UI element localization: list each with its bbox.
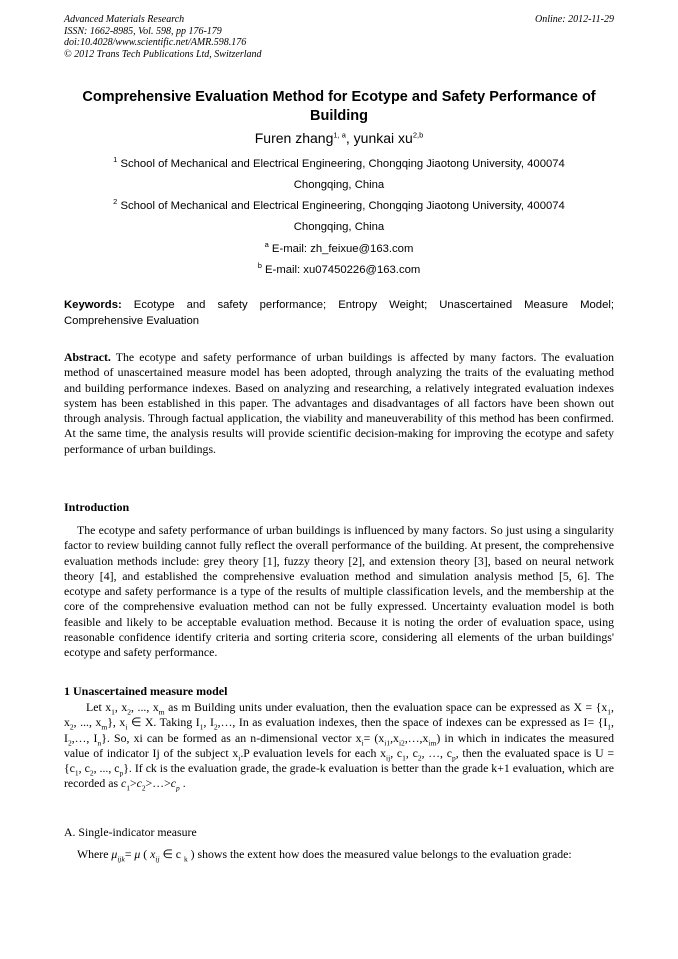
email-text: E-mail: zh_feixue@163.com — [271, 243, 414, 255]
paper-title: Comprehensive Evaluation Method for Ecotype and Safety Performance of Building — [82, 89, 596, 124]
affiliation — [70, 154, 608, 196]
email-mark: a — [264, 240, 269, 250]
affiliation-line: Chongqing, China — [293, 221, 385, 233]
copyright-line: © 2012 Trans Tech Publications Ltd, Switzerland — [64, 48, 262, 60]
issn-line: ISSN: 1662-8985, Vol. 598, pp 176-179 — [64, 25, 222, 37]
subsection-paragraph: Where $\mu_{ijk}= \mu$ ( $x_{ij}$ ∈ c $_k$ ) shows the extent how does the measured value belongs to the evaluation grade: — [77, 847, 572, 864]
email-mark: b — [257, 261, 262, 271]
author-name: yunkai xu — [353, 130, 413, 146]
online-date: Online: 2012-11-29 — [535, 14, 614, 25]
affiliation-line: School of Mechanical and Electrical Engineering, Chongqing Jiaotong University, 400074 — [120, 158, 565, 170]
section-heading: 1 Unascertained measure model — [64, 684, 228, 698]
email-line — [0, 240, 678, 255]
introduction-heading: Introduction — [64, 500, 130, 514]
subsection-heading: A. Single-indicator measure — [64, 825, 197, 839]
doi-line: doi:10.4028/www.scientific.net/AMR.598.176 — [64, 37, 247, 48]
abstract-text: The ecotype and safety performance of urban buildings is affected by many factors. The evaluation method of unascertained measure model has been adopted, through analyzing the traits of the evaluating method and building performance indexes. Based on analyzing and researching, a relatively integrated evaluation indexes system has been established in this paper. The advantages and disadvantages of all factors have been shown out through analysis. Through factual application, the viability and maneuverability of this method has been confirmed. At the same time, the analysis results will provide scientific decision-making for improving the ecotype and safety performance of urban buildings. — [64, 350, 614, 456]
keywords — [64, 297, 614, 329]
author-separator: , — [345, 130, 354, 146]
affiliation-number: 2 — [113, 197, 118, 207]
author-name: Furen zhang — [254, 130, 334, 146]
keywords-text: Ecotype and safety performance; Entropy Weight; Unascertained Measure Model; Comprehensive Evaluation — [64, 299, 614, 327]
email-line — [0, 261, 678, 276]
page-header — [64, 14, 614, 60]
affiliation-line: School of Mechanical and Electrical Engineering, Chongqing Jiaotong University, 400074 — [120, 200, 565, 212]
affiliation — [70, 196, 608, 238]
section-paragraph: Let $x_1$, $x_2$, ..., $x_m$ as m Building units under evaluation, then the evaluation space can be expressed as $X = \{x_1$, $x_2$, ..., $x_m$}, $x_i$ ∈ X. Taking $I_1$, $I_2,\dots$, In as evaluation indexes, then the space of indexes can be expressed as $I= \{I_1$, $I_2,\dots$, $I_n$}. So, xi can be formed as an n-dimensional vector $x_i=$ $(x_{i1},x_{i2},\dots,x_{im})$ in which in indicates the measured value of indicator Ij of the subject $x_i.P$ evaluation levels for each $x_{ij}$, $c_1$, $c_2$, …, $c_p$, then the evaluated space is $U = \{c_1$, $c_2$, ..., $c_p$}. If ck is the evaluation grade, the grade-k evaluation is better than the grade k+1 evaluation, which are recorded as $c_1>c_2>\dots>c_p$ . — [64, 700, 615, 793]
introduction-paragraph: The ecotype and safety performance of urban buildings is influenced by many factors. So just using a singularity factor to review building cannot fully reflect the overall performance of the building. At present, the comprehensive evaluation methods include: grey theory [1], fuzzy theory [2], and extension theory [3], based on neural network theory [4], and established the comprehensive evaluation method and simulation analysis method [5, 6]. The ecotype and safety performance is a type of the results of multiple classification levels, and the membership at the core of the comprehensive evaluation method can not be fully expressed. Uncertainty evaluation model is both feasible and likely to be acceptable evaluation method. Because it is noting the order of evaluation space, using reasonable confidence identify criteria and sorting criteria score, considering all elements of the urban buildings' ecotype and safety performance. — [64, 523, 614, 660]
author-list — [0, 130, 678, 146]
author-superscript: 1, a — [333, 130, 346, 140]
journal-name: Advanced Materials Research — [64, 14, 185, 25]
affiliation-line: Chongqing, China — [293, 179, 385, 191]
abstract — [64, 350, 614, 457]
keywords-label: Keywords: — [64, 299, 122, 311]
affiliation-number: 1 — [113, 155, 118, 165]
abstract-label: Abstract. — [64, 350, 111, 364]
email-text: E-mail: xu07450226@163.com — [265, 264, 421, 276]
author-superscript: 2,b — [412, 130, 424, 140]
